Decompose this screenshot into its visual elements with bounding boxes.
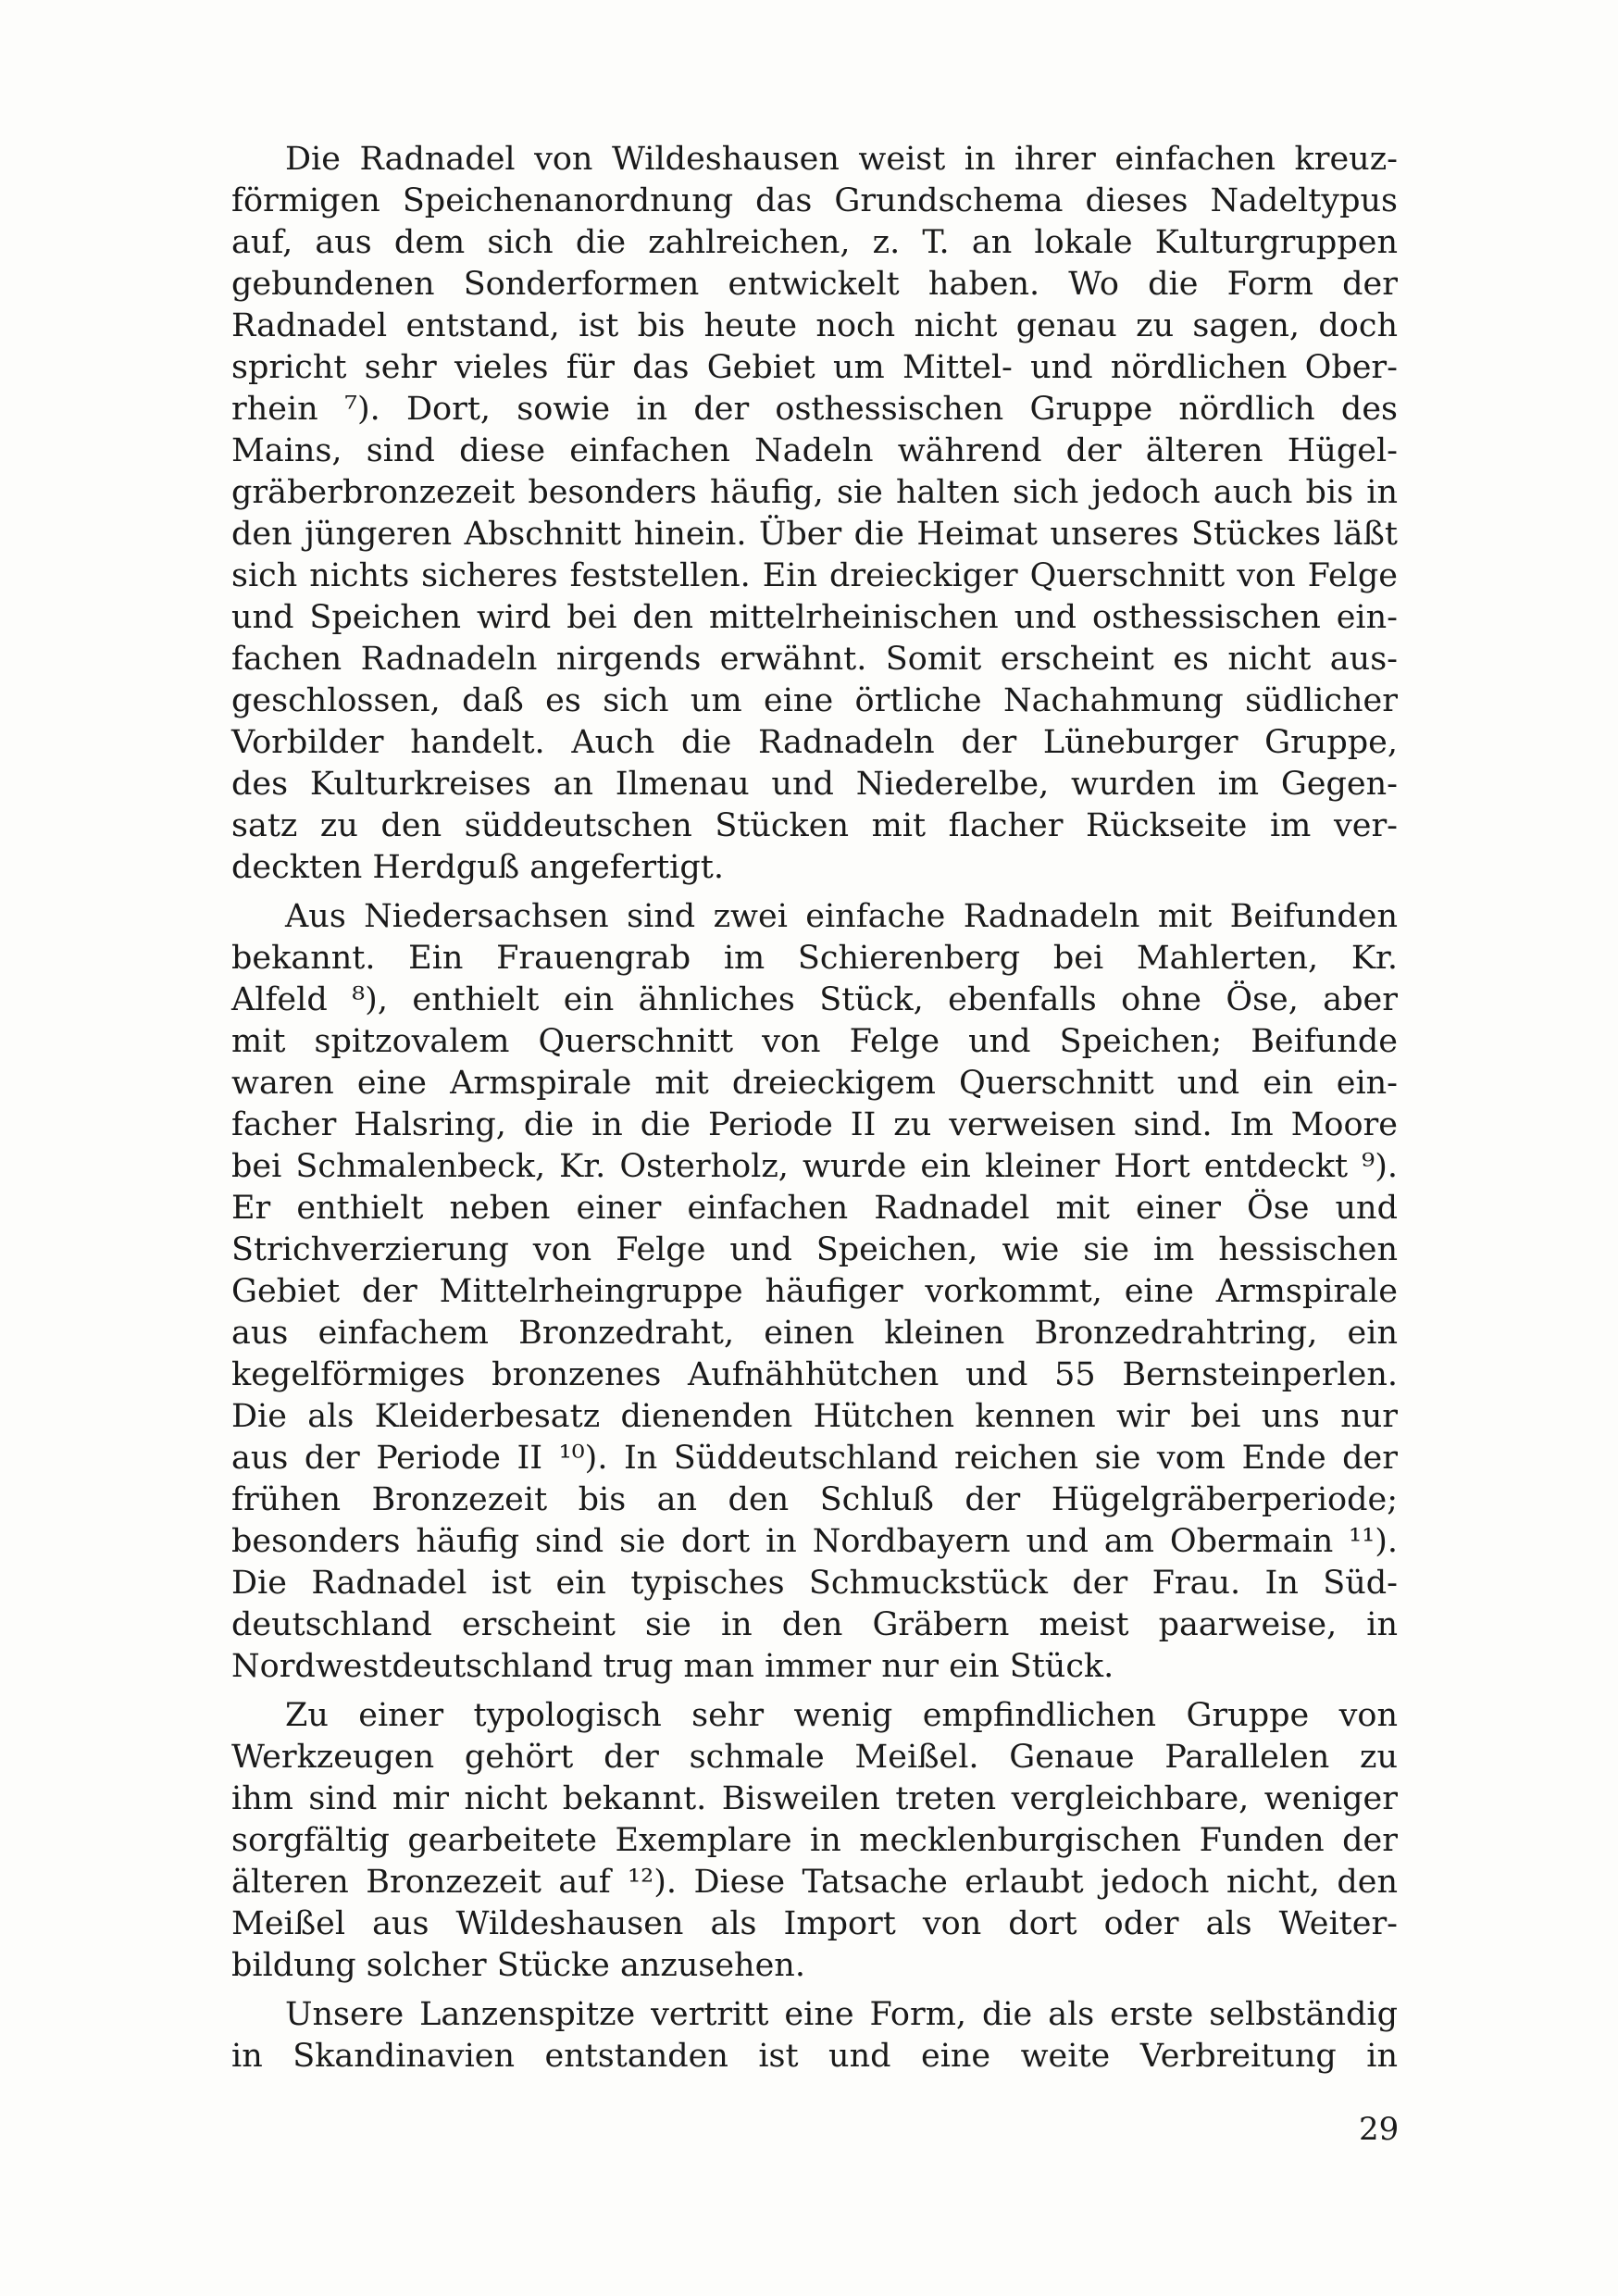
text-line: Unsere Lanzenspitze vertritt eine Form, die als erste selbständig: [285, 1996, 1398, 2033]
text-line: Mains, sind diese einfachen Nadeln während der älteren Hügel-: [231, 432, 1398, 469]
paragraph-2: [231, 896, 1398, 1688]
page-number: 29: [1359, 2111, 1400, 2148]
text-line: Die Radnadel ist ein typisches Schmuckstück der Frau. In Süd-: [231, 1565, 1398, 1602]
text-line: Er enthielt neben einer einfachen Radnadel mit einer Öse und: [231, 1190, 1398, 1227]
text-line: geschlossen, daß es sich um eine örtliche Nachahmung südlicher: [231, 682, 1398, 719]
text-line: gräberbronzezeit besonders häufig, sie halten sich jedoch auch bis in: [231, 474, 1398, 511]
paragraph-3: [231, 1695, 1398, 1987]
text-line: Die als Kleiderbesatz dienenden Hütchen kennen wir bei uns nur: [231, 1398, 1398, 1435]
text-line: besonders häufig sind sie dort in Nordbayern und am Obermain ¹¹).: [231, 1523, 1398, 1560]
text-line: Nordwestdeutschland trug man immer nur ein Stück.: [231, 1648, 1114, 1685]
text-line: sich nichts sicheres feststellen. Ein dreieckiger Querschnitt von Felge: [231, 557, 1398, 594]
text-line: Gebiet der Mittelrheingruppe häufiger vorkommt, eine Armspirale: [231, 1273, 1398, 1310]
text-line: aus der Periode II ¹⁰). In Süddeutschland reichen sie vom Ende der: [231, 1440, 1398, 1477]
text-line: Strichverzierung von Felge und Speichen, wie sie im hessischen: [231, 1231, 1398, 1268]
text-line: satz zu den süddeutschen Stücken mit flacher Rückseite im ver-: [231, 807, 1398, 844]
paragraph-4: [231, 1994, 1398, 2078]
text-line: fachen Radnadeln nirgends erwähnt. Somit erscheint es nicht aus-: [231, 641, 1398, 678]
text-line: facher Halsring, die in die Periode II zu verweisen sind. Im Moore: [231, 1106, 1398, 1143]
text-line: Vorbilder handelt. Auch die Radnadeln der Lüneburger Gruppe,: [231, 724, 1398, 761]
text-line: aus einfachem Bronzedraht, einen kleinen Bronzedrahtring, ein: [231, 1315, 1398, 1352]
text-line: deckten Herdguß angefertigt.: [231, 849, 724, 886]
text-line: deutschland erscheint sie in den Gräbern meist paarweise, in: [231, 1606, 1398, 1643]
text-line: Radnadel entstand, ist bis heute noch nicht genau zu sagen, doch: [231, 307, 1398, 344]
text-line: bildung solcher Stücke anzusehen.: [231, 1947, 805, 1984]
text-line: Zu einer typologisch sehr wenig empfindlichen Gruppe von: [285, 1697, 1398, 1734]
text-line: bei Schmalenbeck, Kr. Osterholz, wurde ein kleiner Hort entdeckt ⁹).: [231, 1148, 1398, 1185]
text-line: gebundenen Sonderformen entwickelt haben. Wo die Form der: [231, 266, 1398, 303]
text-line: Alfeld ⁸), enthielt ein ähnliches Stück, ebenfalls ohne Öse, aber: [231, 981, 1398, 1018]
text-line: rhein ⁷). Dort, sowie in der osthessischen Gruppe nördlich des: [231, 391, 1398, 428]
text-line: bekannt. Ein Frauengrab im Schierenberg bei Mahlerten, Kr.: [231, 940, 1398, 977]
text-line: frühen Bronzezeit bis an den Schluß der Hügelgräberperiode;: [231, 1481, 1398, 1518]
text-line: kegelförmiges bronzenes Aufnähhütchen und 55 Bernsteinperlen.: [231, 1356, 1398, 1393]
text-line: auf, aus dem sich die zahlreichen, z. T. an lokale Kulturgruppen: [231, 224, 1398, 261]
text-line: förmigen Speichenanordnung das Grundschema dieses Nadeltypus: [231, 182, 1398, 219]
text-line: Meißel aus Wildeshausen als Import von dort oder als Weiter-: [231, 1905, 1398, 1942]
text-line: des Kulturkreises an Ilmenau und Niederelbe, wurden im Gegen-: [231, 766, 1398, 803]
text-line: mit spitzovalem Querschnitt von Felge und Speichen; Beifunde: [231, 1023, 1398, 1060]
text-line: älteren Bronzezeit auf ¹²). Diese Tatsache erlaubt jedoch nicht, den: [231, 1864, 1398, 1901]
text-line: Aus Niedersachsen sind zwei einfache Radnadeln mit Beifunden: [285, 898, 1398, 935]
text-line: spricht sehr vieles für das Gebiet um Mittel- und nördlichen Ober-: [231, 349, 1398, 386]
text-line: und Speichen wird bei den mittelrheinischen und osthessischen ein-: [231, 599, 1398, 636]
body-text: [231, 139, 1398, 2085]
text-line: Die Radnadel von Wildeshausen weist in ihrer einfachen kreuz-: [285, 141, 1398, 178]
text-line: sorgfältig gearbeitete Exemplare in mecklenburgischen Funden der: [231, 1822, 1398, 1859]
text-line: waren eine Armspirale mit dreieckigem Querschnitt und ein ein-: [231, 1065, 1398, 1102]
paragraph-1: [231, 139, 1398, 889]
text-line: Werkzeugen gehört der schmale Meißel. Genaue Parallelen zu: [231, 1739, 1398, 1776]
text-line: den jüngeren Abschnitt hinein. Über die Heimat unseres Stückes läßt: [231, 516, 1398, 553]
text-line: in Skandinavien entstanden ist und eine weite Verbreitung in: [231, 2038, 1398, 2075]
text-line: ihm sind mir nicht bekannt. Bisweilen treten vergleichbare, weniger: [231, 1780, 1398, 1817]
